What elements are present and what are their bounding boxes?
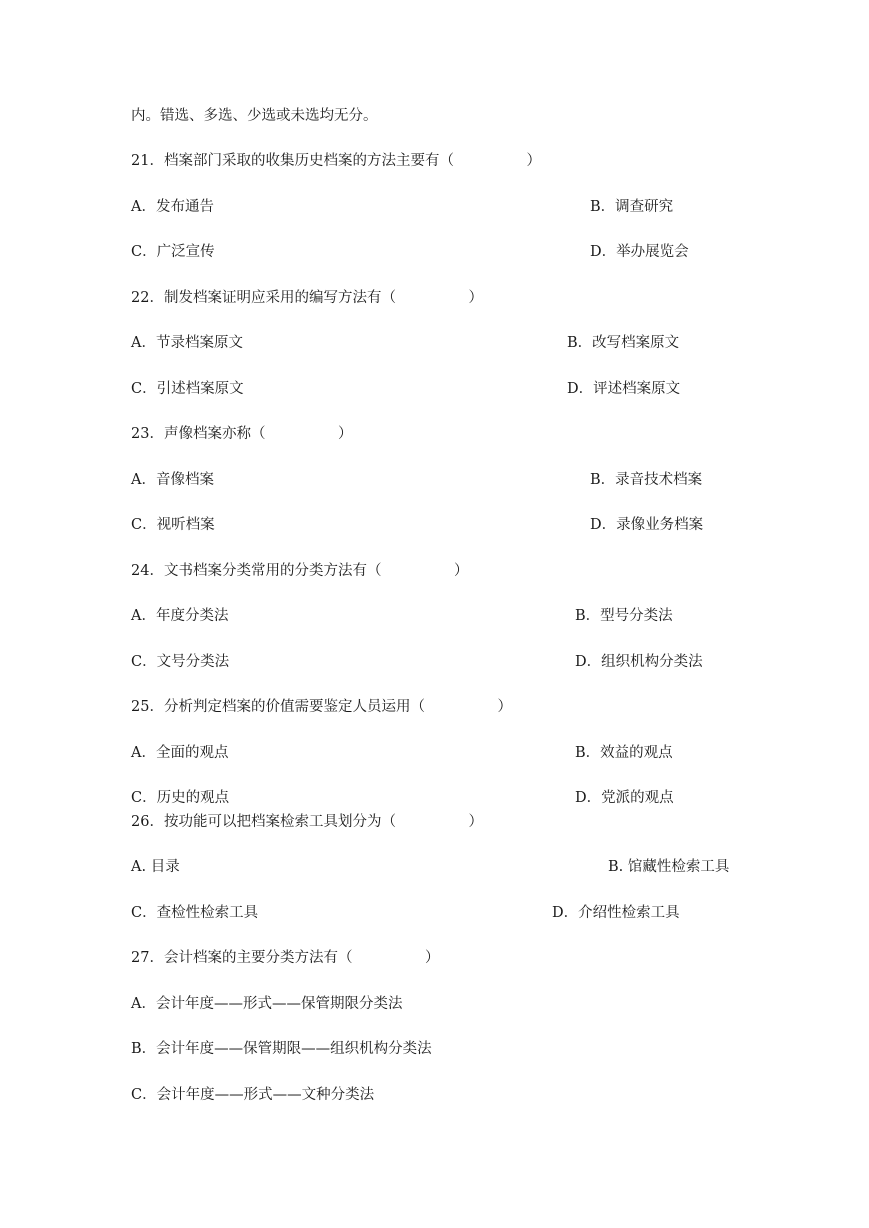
- question-25-option-b: B．效益的观点: [575, 745, 673, 761]
- question-27-option-c: C．会计年度——形式——文种分类法: [131, 1087, 375, 1103]
- question-26-option-d: D．介绍性检索工具: [552, 905, 680, 921]
- question-24-option-a: A．年度分类法: [131, 608, 229, 624]
- question-26-stem: 26．按功能可以把档案检索工具划分为（ ）: [131, 814, 483, 830]
- question-27-option-b: B．会计年度——保管期限——组织机构分类法: [131, 1041, 432, 1057]
- question-23-option-c: C．视听档案: [131, 517, 215, 533]
- question-24-option-c: C．文号分类法: [131, 654, 230, 670]
- question-26-option-a: A. 目录: [131, 859, 180, 875]
- question-23-option-d: D．录像业务档案: [590, 517, 704, 533]
- question-25-stem: 25．分析判定档案的价值需要鉴定人员运用（ ）: [131, 699, 512, 715]
- question-21-stem: 21．档案部门采取的收集历史档案的方法主要有（ ）: [131, 153, 541, 169]
- question-25-option-a: A．全面的观点: [131, 745, 229, 761]
- question-21-option-d: D．举办展览会: [590, 244, 689, 260]
- question-22-option-b: B．改写档案原文: [567, 335, 680, 351]
- question-22-stem: 22．制发档案证明应采用的编写方法有（ ）: [131, 290, 483, 306]
- question-21-option-c: C．广泛宣传: [131, 244, 215, 260]
- question-24-option-b: B．型号分类法: [575, 608, 673, 624]
- question-21-option-a: A．发布通告: [131, 199, 214, 215]
- intro-text: 内。错选、多选、少选或未选均无分。: [131, 108, 378, 124]
- question-25-option-c: C．历史的观点: [131, 790, 230, 806]
- question-23-stem: 23．声像档案亦称（ ）: [131, 426, 353, 442]
- question-22-option-a: A．节录档案原文: [131, 335, 243, 351]
- question-25-option-d: D．党派的观点: [575, 790, 674, 806]
- question-26-option-b: B. 馆藏性检索工具: [608, 859, 730, 875]
- question-22-option-d: D．评述档案原文: [567, 381, 681, 397]
- question-21-option-b: B．调查研究: [590, 199, 674, 215]
- question-27-option-a: A．会计年度——形式——保管期限分类法: [131, 996, 403, 1012]
- question-24-stem: 24．文书档案分类常用的分类方法有（ ）: [131, 563, 469, 579]
- question-27-stem: 27．会计档案的主要分类方法有（ ）: [131, 950, 440, 966]
- question-24-option-d: D．组织机构分类法: [575, 654, 703, 670]
- question-23-option-a: A．音像档案: [131, 472, 214, 488]
- question-22-option-c: C．引述档案原文: [131, 381, 244, 397]
- question-23-option-b: B．录音技术档案: [590, 472, 703, 488]
- question-26-option-c: C．查检性检索工具: [131, 905, 259, 921]
